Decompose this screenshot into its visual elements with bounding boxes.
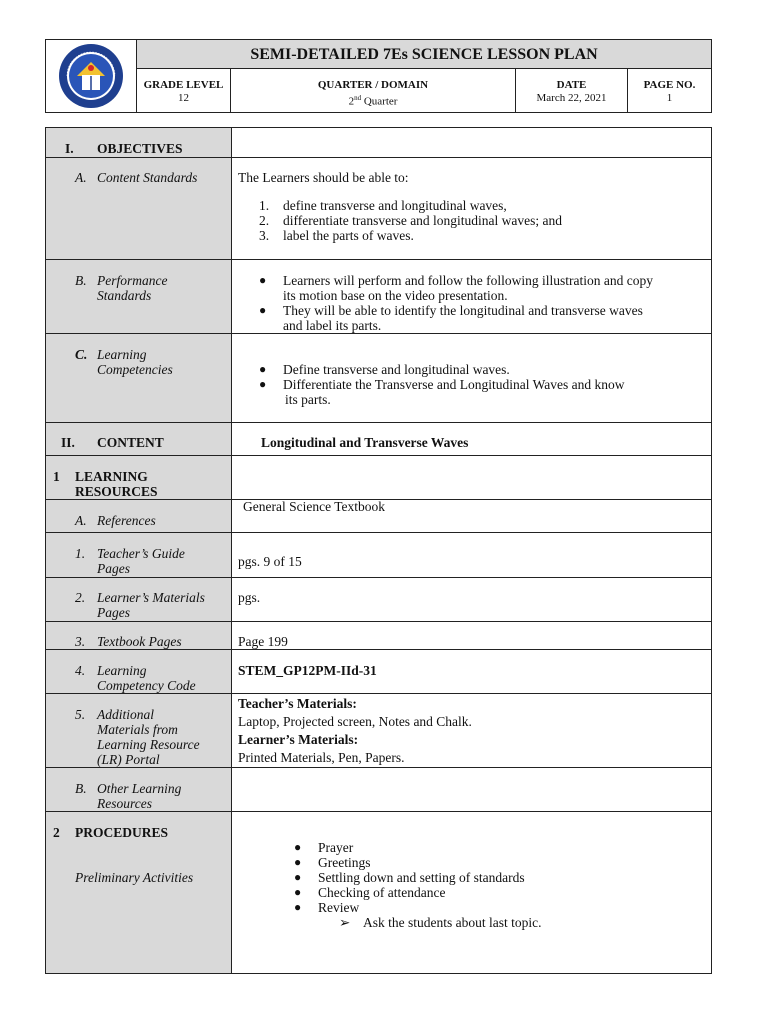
content-standards-letter: A.: [75, 170, 87, 185]
textbook-pages-value: Page 199: [238, 634, 288, 649]
resources-number: 1: [53, 469, 60, 484]
quarter-domain-label: QUARTER / DOMAIN: [317, 79, 429, 91]
learner-materials-heading: Learner’s Materials:: [238, 732, 359, 747]
teachers-guide-label: Teacher’s Guide: [97, 546, 185, 561]
quarter-domain-value: [231, 92, 515, 109]
lesson-plan-header: [45, 39, 712, 113]
learning-competencies-item: its parts.: [285, 392, 331, 407]
teachers-guide-number: 1.: [75, 546, 86, 561]
procedure-subitem: Ask the students about last topic.: [363, 915, 542, 930]
learners-materials-label: Learner’s Materials: [97, 590, 205, 605]
references-label: References: [97, 513, 156, 528]
teachers-guide-value: pgs. 9 of 15: [238, 554, 302, 569]
additional-materials-label: Additional: [97, 707, 154, 722]
additional-materials-number: 5.: [75, 707, 86, 722]
deped-seal-icon: [53, 42, 129, 110]
other-resources-label: Other Learning: [97, 781, 182, 796]
row-divider: [46, 532, 711, 533]
learning-competencies-item: Define transverse and longitudinal waves.: [283, 362, 510, 377]
bullet-icon: ●: [294, 900, 302, 914]
logo-cell: [46, 40, 137, 112]
date-label: DATE: [556, 79, 587, 91]
performance-standards-item: Learners will perform and follow the following illustration and copy: [283, 273, 654, 288]
bullet-icon: ●: [259, 273, 267, 287]
row-divider: [46, 693, 711, 694]
learner-materials-value: Printed Materials, Pen, Papers.: [238, 750, 405, 765]
grade-level-cell: [137, 69, 231, 112]
grade-level-value: 12: [178, 92, 189, 104]
row-divider: [46, 649, 711, 650]
bullet-icon: ●: [259, 303, 267, 317]
performance-standards-item: and label its parts.: [283, 318, 382, 333]
preliminary-activities-label: Preliminary Activities: [75, 870, 194, 885]
teacher-materials-heading: Teacher’s Materials:: [238, 696, 357, 711]
procedures-number: 2: [53, 825, 60, 840]
bullet-icon: ●: [294, 870, 302, 884]
competency-code-value: STEM_GP12PM-IId-31: [238, 663, 377, 678]
row-divider: [46, 811, 711, 812]
content-value: Longitudinal and Transverse Waves: [261, 435, 469, 450]
content-standards-intro: The Learners should be able to:: [238, 170, 409, 185]
quarter-domain-cell: [231, 69, 516, 112]
row-divider: [46, 621, 711, 622]
procedure-item: Review: [318, 900, 360, 915]
objectives-numeral: I.: [65, 141, 74, 156]
bullet-icon: ●: [259, 377, 267, 391]
competency-code-label: Learning: [97, 663, 147, 678]
content-standards-item-number: 1.: [259, 198, 270, 213]
quarter-word: Quarter: [363, 95, 398, 108]
learning-competencies-label: Learning: [97, 347, 147, 362]
bullet-icon: ●: [294, 885, 302, 899]
resources-heading: LEARNING: [75, 469, 148, 484]
learners-materials-value: pgs.: [238, 590, 261, 605]
additional-materials-label: (LR) Portal: [97, 752, 160, 767]
references-letter: A.: [75, 513, 87, 528]
textbook-pages-label: Textbook Pages: [97, 634, 182, 649]
competency-code-label: Competency Code: [97, 678, 196, 693]
content-heading: CONTENT: [97, 435, 164, 450]
resources-heading: RESOURCES: [75, 484, 158, 499]
learning-competencies-label: Competencies: [97, 362, 173, 377]
textbook-pages-number: 3.: [75, 634, 86, 649]
content-standards-label: Content Standards: [97, 170, 198, 185]
additional-materials-label: Materials from: [97, 722, 178, 737]
date-cell: [516, 69, 628, 112]
competency-code-number: 4.: [75, 663, 86, 678]
procedures-heading: PROCEDURES: [75, 825, 169, 840]
performance-standards-item: They will be able to identify the longitudinal and transverse waves: [283, 303, 643, 318]
arrow-bullet-icon: ➢: [339, 915, 351, 930]
grade-level-label: GRADE LEVEL: [143, 79, 224, 91]
page-number-value: 1: [666, 92, 673, 104]
content-standards-item: differentiate transverse and longitudinal waves; and: [283, 213, 563, 228]
row-divider: [46, 333, 711, 334]
performance-standards-label: Performance: [97, 273, 168, 288]
teacher-materials-value: Laptop, Projected screen, Notes and Chalk.: [238, 714, 472, 729]
learners-materials-label: Pages: [97, 605, 130, 620]
procedure-item: Checking of attendance: [318, 885, 446, 900]
additional-materials-label: Learning Resource: [97, 737, 200, 752]
content-numeral: II.: [61, 435, 75, 450]
objectives-heading: OBJECTIVES: [97, 141, 183, 156]
row-divider: [46, 157, 711, 158]
page-title: SEMI-DETAILED 7Es SCIENCE LESSON PLAN: [137, 40, 711, 69]
other-resources-label: Resources: [97, 796, 152, 811]
procedure-item: Prayer: [318, 840, 354, 855]
quarter-number: 2: [348, 95, 355, 108]
learners-materials-number: 2.: [75, 590, 86, 605]
performance-standards-label: Standards: [97, 288, 152, 303]
procedure-item: Greetings: [318, 855, 371, 870]
learning-competencies-letter: C.: [75, 347, 88, 362]
content-standards-item: define transverse and longitudinal waves,: [283, 198, 507, 213]
row-divider: [46, 455, 711, 456]
learning-competencies-item: Differentiate the Transverse and Longitudinal Waves and know: [283, 377, 625, 392]
date-value: March 22, 2021: [536, 92, 607, 104]
quarter-ordinal: nd: [354, 94, 362, 102]
performance-standards-letter: B.: [75, 273, 87, 288]
performance-standards-item: its motion base on the video presentation.: [283, 288, 508, 303]
lesson-plan-table: [45, 127, 712, 974]
general-science-textbook: General Science Textbook: [243, 499, 386, 514]
content-standards-item-number: 2.: [259, 213, 270, 228]
row-divider: [46, 767, 711, 768]
content-standards-item-number: 3.: [259, 228, 270, 243]
bullet-icon: ●: [259, 362, 267, 376]
other-resources-letter: B.: [75, 781, 87, 796]
teachers-guide-label: Pages: [97, 561, 130, 576]
procedure-item: Settling down and setting of standards: [318, 870, 525, 885]
page-number-label: PAGE NO.: [643, 79, 696, 91]
page-number-cell: [628, 69, 711, 112]
bullet-icon: ●: [294, 855, 302, 869]
content-standards-item: label the parts of waves.: [283, 228, 414, 243]
row-divider: [46, 422, 711, 423]
bullet-icon: ●: [294, 840, 302, 854]
row-divider: [46, 577, 711, 578]
row-divider: [46, 259, 711, 260]
